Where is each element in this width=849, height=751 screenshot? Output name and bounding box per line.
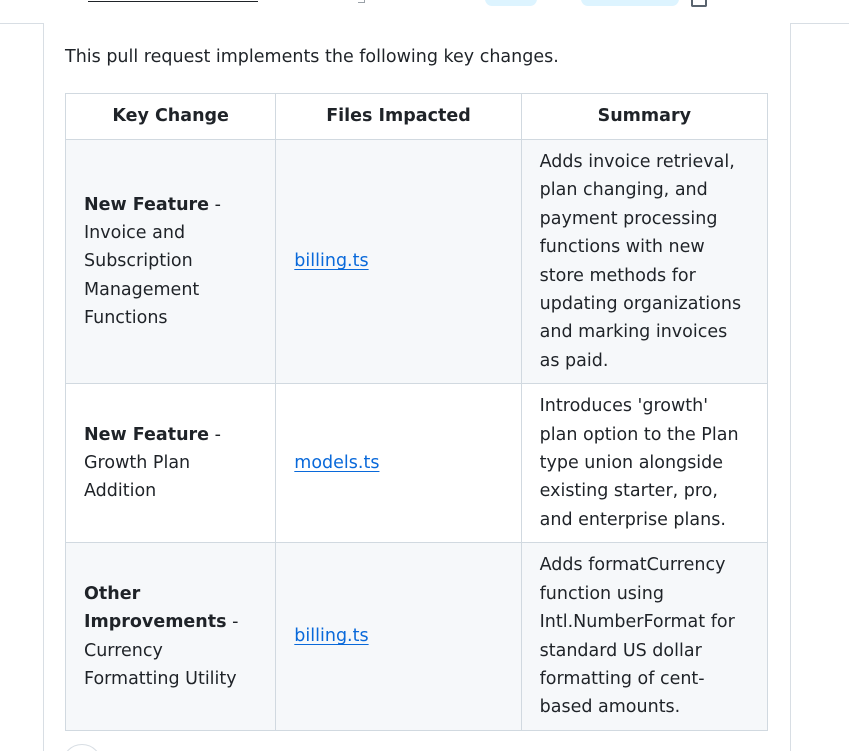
key-change-cell xyxy=(66,140,276,384)
key-change-title: New Feature xyxy=(84,194,210,215)
file-link[interactable]: billing.ts xyxy=(294,251,369,272)
key-change-title: Other Improvements xyxy=(84,583,227,633)
pr-header-strip xyxy=(0,0,849,24)
summary-cell: Adds invoice retrieval, plan changing, and payment processing functions with new store methods for updating organizations and marking invoices as paid. xyxy=(521,140,767,384)
table-row xyxy=(66,543,768,730)
files-impacted-cell xyxy=(276,543,521,730)
chevron-down-icon xyxy=(358,0,365,3)
key-change-description: - Growth Plan Addition xyxy=(84,424,221,502)
table-header-row xyxy=(66,94,768,140)
column-header-key-change: Key Change xyxy=(66,94,276,140)
column-header-summary: Summary xyxy=(521,94,767,140)
summary-cell: Adds formatCurrency function using Intl.NumberFormat for standard US dollar formatting of cent-based amounts. xyxy=(521,543,767,730)
file-link[interactable]: billing.ts xyxy=(294,626,369,647)
branch-label-fragment[interactable] xyxy=(581,0,679,6)
key-change-cell xyxy=(66,384,276,543)
intro-paragraph: This pull request implements the following key changes. xyxy=(65,47,559,67)
key-changes-table xyxy=(65,93,768,731)
files-impacted-cell xyxy=(276,384,521,543)
key-change-title: New Feature xyxy=(84,424,210,445)
column-header-files-impacted: Files Impacted xyxy=(276,94,521,140)
summary-cell: Introduces 'growth' plan option to the Plan type union alongside existing starter, pro, and enterprise plans. xyxy=(521,384,767,543)
table-row xyxy=(66,384,768,543)
copy-icon[interactable] xyxy=(691,0,707,7)
branch-label-fragment[interactable] xyxy=(485,0,537,6)
key-change-cell xyxy=(66,543,276,730)
file-link[interactable]: models.ts xyxy=(294,453,380,474)
header-link-fragment[interactable] xyxy=(88,0,258,2)
key-change-description: - Invoice and Subscription Management Functions xyxy=(84,194,221,329)
files-impacted-cell xyxy=(276,140,521,384)
key-change-description: - Currency Formatting Utility xyxy=(84,612,239,689)
table-row xyxy=(66,140,768,384)
